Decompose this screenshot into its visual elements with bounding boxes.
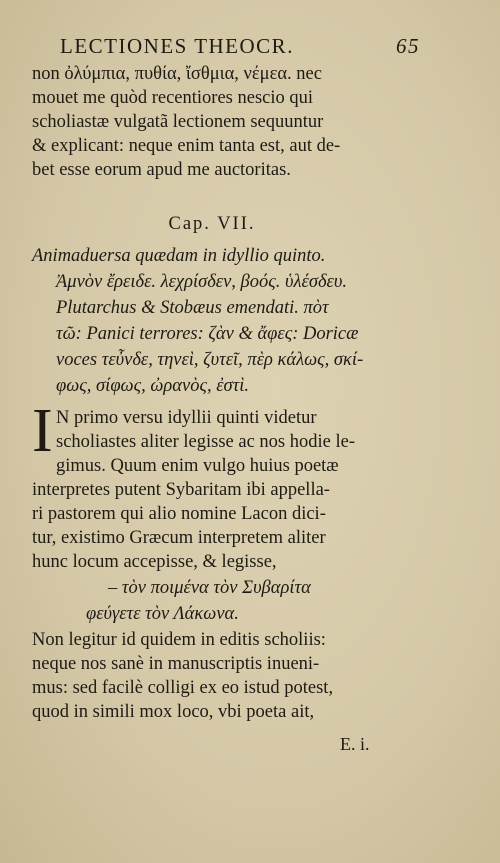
body-line: tur, existimo Græcum interpretem aliter (32, 528, 326, 548)
body-line: hunc locum accepisse, & legisse, (32, 552, 277, 572)
summary-line: Animaduersa quædam in idyllio quinto. (32, 246, 326, 266)
body-line: ri pastorem qui alio nomine Lacon dici- (32, 504, 326, 524)
page-number: 65 (396, 34, 420, 58)
text-line: mouet me quòd recentiores nescio qui (32, 88, 314, 108)
quote-line: – τὸν ποιμένα τὸν Συβαρίτα (108, 578, 311, 598)
body-line: scholiastes aliter legisse ac nos hodie le- (56, 432, 355, 452)
body-line: N primo versu idyllii quinti videtur (56, 408, 317, 428)
summary-line: Plutarchus & Stobæus emendati. πὸτ (56, 298, 329, 318)
body-line: quod in simili mox loco, vbi poeta ait, (32, 702, 315, 722)
summary-line: τῶ: Panici terrores: ζὰν & ἄφες: Doricæ (56, 324, 359, 344)
running-header (60, 34, 420, 59)
body-line: mus: sed facilè colligi ex eo istud potest, (32, 678, 334, 698)
chapter-heading: Cap. VII. (168, 214, 256, 234)
body-line: Non legitur id quidem in editis scholiis: (32, 630, 326, 650)
summary-line: voces τεὖνδε, τηνεὶ, ζυτεῖ, πὲρ κάλως, σκί- (56, 350, 364, 370)
text-line: bet esse eorum apud me auctoritas. (32, 160, 291, 180)
text-line: non ὀλύμπια, πυθία, ἴσθμια, νέμεα. nec (32, 64, 322, 84)
text-line: & explicant: neque enim tanta est, aut de- (32, 136, 341, 156)
signature-mark: E. i. (340, 734, 370, 754)
summary-line: φως, σίφως, ὠρανὸς, ἐστὶ. (56, 376, 250, 396)
running-title: LECTIONES THEOCR. (60, 34, 294, 58)
summary-line: Ἀμνὸν ἔρειδε. λεχρίσδεν, βοός. ὑλέσδευ. (56, 272, 347, 292)
body-line: neque nos sanè in manuscriptis inueni- (32, 654, 320, 674)
drop-capital: I (32, 397, 53, 465)
text-line: scholiastæ vulgatã lectionem sequuntur (32, 112, 324, 132)
quote-line: φεύγετε τὸν Λάκωνα. (86, 604, 239, 624)
body-line: gimus. Quum enim vulgo huius poetæ (56, 456, 339, 476)
body-line: interpretes putent Sybaritam ibi appella- (32, 480, 330, 500)
